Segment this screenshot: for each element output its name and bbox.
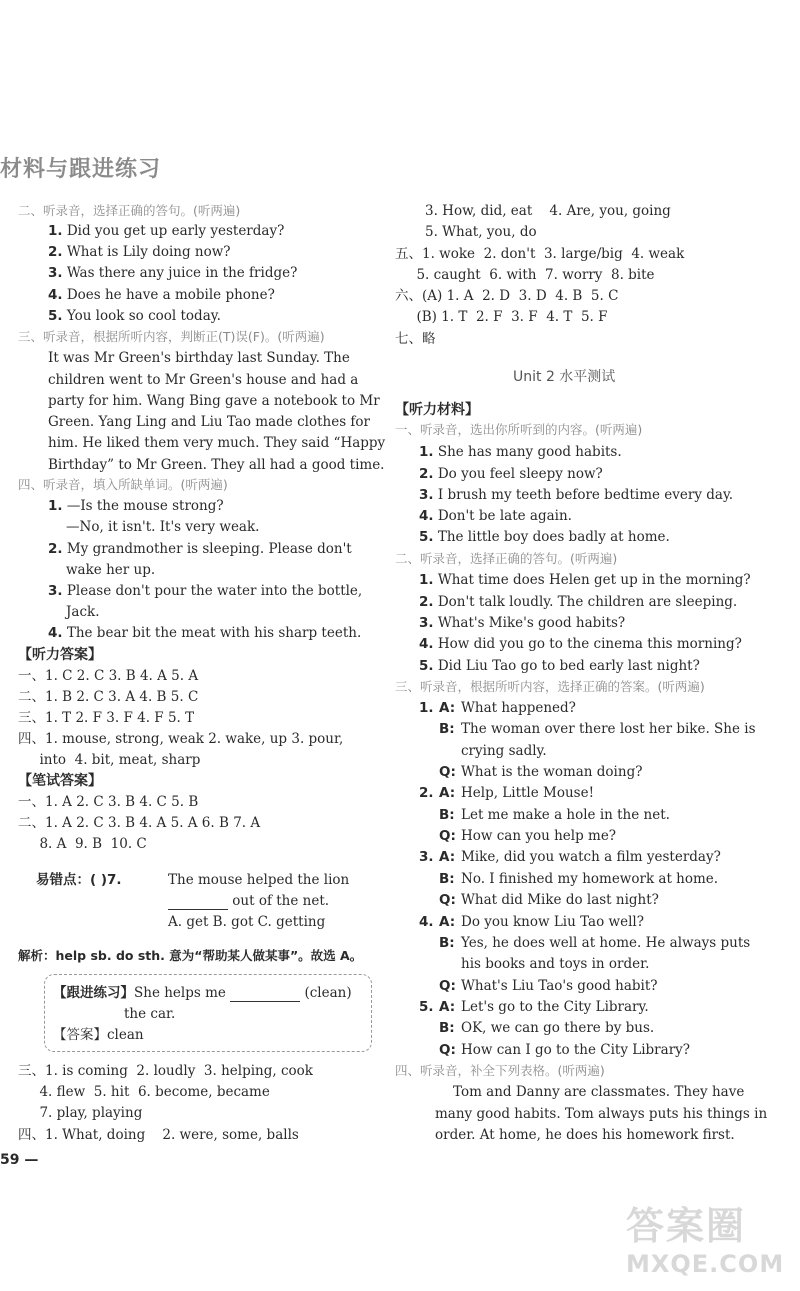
- answer-blank: [230, 989, 300, 1002]
- list-item: 4. How did you go to the cinema this morning?: [419, 636, 742, 652]
- dialogue-line: his books and toys in order.: [461, 956, 650, 973]
- answer-line: 五、1. woke 2. don't 3. large/big 4. weak: [395, 246, 685, 262]
- dialogue-line: 2. A: Help, Little Mouse!: [419, 785, 595, 802]
- passage-line: Green. Yang Ling and Liu Tao made clothes for: [48, 414, 370, 430]
- passage-line: order. At home, he does his homework first.: [435, 1127, 735, 1143]
- list-item: Jack.: [66, 604, 100, 620]
- dialogue-line: Q: How can you help me?: [439, 828, 617, 845]
- passage-line: children went to Mr Green's house and had a: [48, 372, 359, 388]
- dialogue-line: 3. A: Mike, did you watch a film yesterday?: [419, 849, 721, 866]
- list-item: 5. You look so cool today.: [48, 308, 221, 324]
- list-item: 2. My grandmother is sleeping. Please don't: [48, 541, 352, 557]
- answer-line: 四、1. mouse, strong, weak 2. wake, up 3. pour,: [18, 731, 344, 747]
- list-item: 3. What's Mike's good habits?: [419, 615, 626, 631]
- answer-line: 4. flew 5. hit 6. become, became: [18, 1084, 270, 1100]
- analysis: 解析：help sb. do sth. 意为“帮助某人做某事”。故选 A。: [18, 948, 363, 963]
- section-heading: 二、听录音，选择正确的答句。(听两遍): [395, 551, 618, 566]
- follow-up-line: 【跟进练习】She helps me (clean): [53, 985, 352, 1001]
- follow-up-line: the car.: [124, 1006, 176, 1022]
- answer-line: 七、略: [395, 331, 436, 347]
- follow-up-answer: 【答案】clean: [53, 1027, 144, 1043]
- section-heading: 一、听录音，选出你所听到的内容。(听两遍): [395, 422, 643, 437]
- answer-line: 3. How, did, eat 4. Are, you, going: [425, 203, 671, 219]
- passage-line: him. He liked them very much. They said “Happy: [48, 435, 386, 451]
- passage-line: Tom and Danny are classmates. They have: [453, 1084, 745, 1100]
- material-heading: 【听力材料】: [395, 402, 479, 418]
- list-item: —No, it isn't. It's very weak.: [66, 519, 260, 535]
- section-heading: 三、听录音，根据所听内容，判断正(T)误(F)。(听两遍): [18, 329, 325, 344]
- page-title: 材料与跟进练习: [0, 157, 162, 182]
- section-heading: 二、听录音，选择正确的答句。(听两遍): [18, 203, 241, 218]
- mistake-label: 易错点：( )7.: [36, 872, 122, 888]
- passage-line: Birthday” to Mr Green. They all had a good time.: [48, 457, 385, 473]
- dialogue-line: B: The woman over there lost her bike. She is: [439, 721, 756, 738]
- list-item: 1. —Is the mouse strong?: [48, 498, 224, 514]
- dialogue-line: 1. A: What happened?: [419, 700, 576, 716]
- answer-line: 一、1. C 2. C 3. B 4. A 5. A: [18, 668, 199, 684]
- answer-line: 8. A 9. B 10. C: [18, 836, 147, 852]
- passage-line: party for him. Wang Bing gave a notebook to Mr: [48, 393, 380, 409]
- answer-line: 一、1. A 2. C 3. B 4. C 5. B: [18, 794, 199, 810]
- list-item: 3. Was there any juice in the fridge?: [48, 265, 298, 281]
- list-item: 5. The little boy does badly at home.: [419, 529, 670, 545]
- passage-line: many good habits. Tom always puts his things in: [435, 1106, 768, 1122]
- section-heading: 四、听录音，填入所缺单词。(听两遍): [18, 477, 228, 492]
- list-item: 1. Did you get up early yesterday?: [48, 223, 285, 239]
- section-heading: 四、听录音，补全下列表格。(听两遍): [395, 1063, 605, 1078]
- answer-line: 四、1. What, doing 2. were, some, balls: [18, 1127, 299, 1143]
- answer-line: into 4. bit, meat, sharp: [18, 752, 201, 768]
- answer-blank: [168, 897, 228, 910]
- passage-line: It was Mr Green's birthday last Sunday. The: [48, 350, 350, 366]
- section-heading: 三、听录音，根据所听内容，选择正确的答案。(听两遍): [395, 679, 705, 694]
- dialogue-line: Q: What did Mike do last night?: [439, 892, 659, 909]
- dialogue-line: Q: How can I go to the City Library?: [439, 1041, 691, 1058]
- answer-line: 三、1. is coming 2. loudly 3. helping, cook: [18, 1063, 313, 1079]
- list-item: 4. The bear bit the meat with his sharp teeth.: [48, 625, 362, 641]
- dialogue-line: 4. A: Do you know Liu Tao well?: [419, 913, 644, 930]
- list-item: 4. Does he have a mobile phone?: [48, 287, 275, 303]
- mistake-question: The mouse helped the lion: [168, 872, 350, 888]
- watermark-url: MXQE.COM: [626, 1250, 785, 1278]
- dialogue-line: B: Yes, he does well at home. He always puts: [439, 934, 751, 951]
- answer-heading: 【听力答案】: [18, 647, 102, 663]
- dialogue-line: 5. A: Let's go to the City Library.: [419, 998, 649, 1015]
- list-item: 2. Do you feel sleepy now?: [419, 466, 603, 482]
- mistake-options: A. get B. got C. getting: [168, 914, 326, 930]
- answer-line: 7. play, playing: [18, 1105, 143, 1121]
- list-item: wake her up.: [66, 562, 156, 578]
- dialogue-line: Q: What is the woman doing?: [439, 764, 643, 781]
- unit-title: Unit 2 水平测试: [513, 369, 616, 385]
- list-item: 3. I brush my teeth before bedtime every day.: [419, 487, 734, 503]
- mistake-question: out of the net.: [168, 892, 329, 910]
- dialogue-line: B: OK, we can go there by bus.: [439, 1020, 655, 1037]
- list-item: 3. Please don't pour the water into the bottle,: [48, 583, 363, 599]
- answer-heading: 【笔试答案】: [18, 773, 102, 789]
- answer-line: 六、(A) 1. A 2. D 3. D 4. B 5. C: [395, 288, 619, 304]
- answer-line: 三、1. T 2. F 3. F 4. F 5. T: [18, 710, 195, 726]
- list-item: 2. What is Lily doing now?: [48, 244, 231, 260]
- watermark-logo: [626, 1195, 796, 1287]
- list-item: 5. Did Liu Tao go to bed early last night?: [419, 658, 700, 674]
- page-number: 59 —: [0, 1152, 39, 1168]
- list-item: 1. What time does Helen get up in the morning?: [419, 572, 751, 588]
- dialogue-line: Q: What's Liu Tao's good habit?: [439, 977, 658, 994]
- dialogue-line: B: Let me make a hole in the net.: [439, 806, 670, 823]
- answer-line: (B) 1. T 2. F 3. F 4. T 5. F: [395, 309, 608, 325]
- dialogue-line: crying sadly.: [461, 742, 547, 759]
- watermark-text: 答案圈: [626, 1204, 747, 1248]
- list-item: 1. She has many good habits.: [419, 444, 622, 460]
- answer-line: 5. caught 6. with 7. worry 8. bite: [395, 267, 655, 283]
- answer-line: 5. What, you, do: [425, 224, 537, 240]
- answer-line: 二、1. A 2. C 3. B 4. A 5. A 6. B 7. A: [18, 815, 261, 831]
- list-item: 4. Don't be late again.: [419, 508, 572, 524]
- list-item: 2. Don't talk loudly. The children are sleeping.: [419, 594, 738, 610]
- answer-line: 二、1. B 2. C 3. A 4. B 5. C: [18, 689, 199, 705]
- dialogue-line: B: No. I finished my homework at home.: [439, 870, 719, 887]
